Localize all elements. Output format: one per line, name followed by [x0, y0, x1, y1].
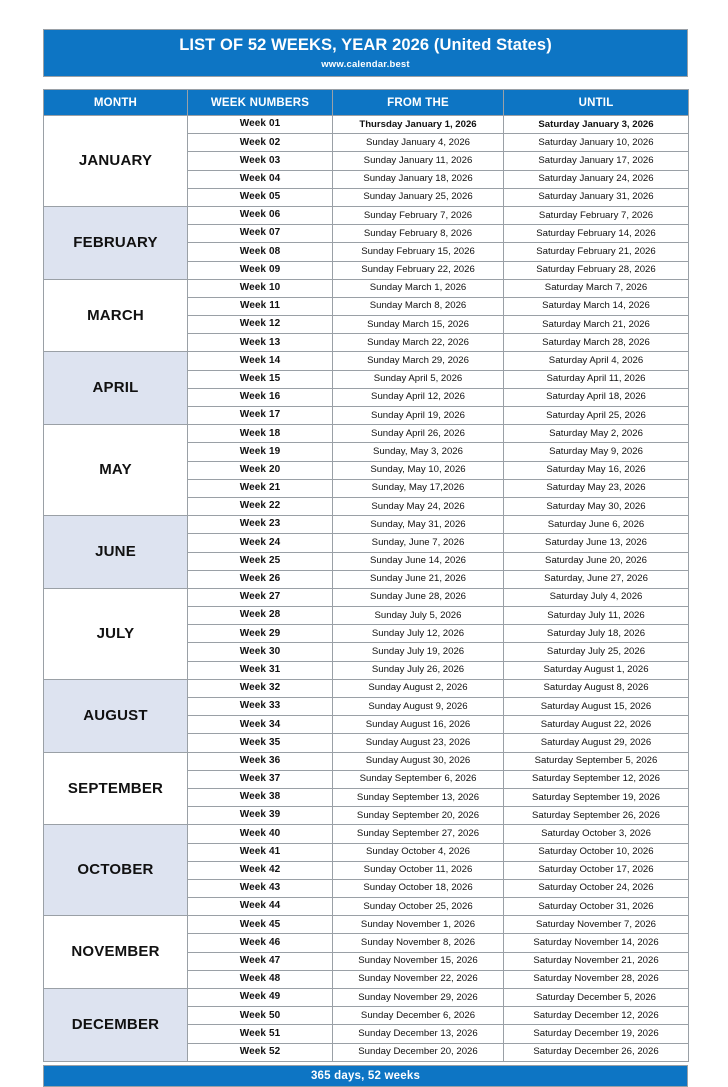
week-end-date-cell: Saturday August 22, 2026: [504, 716, 689, 734]
week-number-cell: Week 39: [188, 807, 333, 825]
week-end-date-cell: Saturday June 20, 2026: [504, 552, 689, 570]
week-number-cell: Week 44: [188, 898, 333, 916]
week-end-date-cell: Saturday April 25, 2026: [504, 407, 689, 425]
week-end-date-cell: Saturday November 28, 2026: [504, 970, 689, 988]
week-end-date-cell: Saturday April 11, 2026: [504, 370, 689, 388]
table-row: [44, 752, 689, 770]
week-number-cell: Week 16: [188, 388, 333, 406]
week-end-date-cell: Saturday January 17, 2026: [504, 152, 689, 170]
week-end-date-cell: Saturday March 28, 2026: [504, 334, 689, 352]
week-end-date-cell: Saturday August 15, 2026: [504, 698, 689, 716]
weeks-table: [43, 89, 689, 1062]
week-start-date-cell: Sunday August 2, 2026: [333, 679, 504, 697]
week-end-date-cell: Saturday August 29, 2026: [504, 734, 689, 752]
table-row: [44, 206, 689, 224]
week-end-date-cell: Saturday March 7, 2026: [504, 279, 689, 297]
week-end-date-cell: Saturday, June 27, 2026: [504, 570, 689, 588]
week-number-cell: Week 21: [188, 479, 333, 497]
table-body: [44, 116, 689, 1062]
week-number-cell: Week 18: [188, 425, 333, 443]
week-start-date-cell: Sunday October 11, 2026: [333, 861, 504, 879]
week-start-date-cell: Sunday June 28, 2026: [333, 588, 504, 606]
table-row: [44, 516, 689, 534]
month-name-cell: FEBRUARY: [44, 206, 188, 279]
week-start-date-cell: Sunday, May 31, 2026: [333, 516, 504, 534]
week-start-date-cell: Sunday June 21, 2026: [333, 570, 504, 588]
month-name-cell: MAY: [44, 425, 188, 516]
table-row: [44, 825, 689, 843]
week-start-date-cell: Sunday October 4, 2026: [333, 843, 504, 861]
week-end-date-cell: Saturday September 5, 2026: [504, 752, 689, 770]
week-end-date-cell: Saturday May 9, 2026: [504, 443, 689, 461]
table-row: [44, 916, 689, 934]
week-number-cell: Week 33: [188, 698, 333, 716]
week-start-date-cell: Sunday March 29, 2026: [333, 352, 504, 370]
week-start-date-cell: Sunday July 19, 2026: [333, 643, 504, 661]
week-number-cell: Week 47: [188, 952, 333, 970]
week-start-date-cell: Sunday November 8, 2026: [333, 934, 504, 952]
week-end-date-cell: Saturday October 31, 2026: [504, 898, 689, 916]
week-start-date-cell: Sunday January 11, 2026: [333, 152, 504, 170]
week-number-cell: Week 25: [188, 552, 333, 570]
week-number-cell: Week 15: [188, 370, 333, 388]
week-start-date-cell: Sunday January 4, 2026: [333, 134, 504, 152]
week-number-cell: Week 42: [188, 861, 333, 879]
week-start-date-cell: Sunday December 20, 2026: [333, 1043, 504, 1061]
week-start-date-cell: Sunday October 25, 2026: [333, 898, 504, 916]
table-row: [44, 588, 689, 606]
week-number-cell: Week 49: [188, 989, 333, 1007]
week-start-date-cell: Sunday February 22, 2026: [333, 261, 504, 279]
column-header-from-the: FROM THE: [333, 90, 504, 116]
week-number-cell: Week 03: [188, 152, 333, 170]
month-name-cell: OCTOBER: [44, 825, 188, 916]
table-row: [44, 679, 689, 697]
week-end-date-cell: Saturday July 18, 2026: [504, 625, 689, 643]
week-start-date-cell: Thursday January 1, 2026: [333, 116, 504, 134]
week-number-cell: Week 30: [188, 643, 333, 661]
week-start-date-cell: Sunday March 8, 2026: [333, 297, 504, 315]
month-name-cell: JUNE: [44, 516, 188, 589]
table-row: [44, 116, 689, 134]
week-number-cell: Week 08: [188, 243, 333, 261]
week-number-cell: Week 32: [188, 679, 333, 697]
week-end-date-cell: Saturday December 26, 2026: [504, 1043, 689, 1061]
banner-spacer: [43, 77, 688, 89]
week-start-date-cell: Sunday November 22, 2026: [333, 970, 504, 988]
week-number-cell: Week 17: [188, 407, 333, 425]
week-end-date-cell: Saturday November 7, 2026: [504, 916, 689, 934]
week-start-date-cell: Sunday August 16, 2026: [333, 716, 504, 734]
week-end-date-cell: Saturday June 13, 2026: [504, 534, 689, 552]
table-header: [44, 90, 689, 116]
week-end-date-cell: Saturday June 6, 2026: [504, 516, 689, 534]
week-number-cell: Week 12: [188, 316, 333, 334]
week-number-cell: Week 04: [188, 170, 333, 188]
week-start-date-cell: Sunday September 13, 2026: [333, 788, 504, 806]
column-header-until: UNTIL: [504, 90, 689, 116]
week-number-cell: Week 02: [188, 134, 333, 152]
week-start-date-cell: Sunday September 20, 2026: [333, 807, 504, 825]
week-end-date-cell: Saturday November 21, 2026: [504, 952, 689, 970]
week-end-date-cell: Saturday October 3, 2026: [504, 825, 689, 843]
week-end-date-cell: Saturday April 18, 2026: [504, 388, 689, 406]
week-number-cell: Week 20: [188, 461, 333, 479]
week-start-date-cell: Sunday March 1, 2026: [333, 279, 504, 297]
week-end-date-cell: Saturday September 12, 2026: [504, 770, 689, 788]
week-number-cell: Week 11: [188, 297, 333, 315]
week-end-date-cell: Saturday July 25, 2026: [504, 643, 689, 661]
week-end-date-cell: Saturday July 4, 2026: [504, 588, 689, 606]
week-number-cell: Week 45: [188, 916, 333, 934]
week-start-date-cell: Sunday August 9, 2026: [333, 698, 504, 716]
title-banner: [43, 29, 688, 77]
week-start-date-cell: Sunday, May 10, 2026: [333, 461, 504, 479]
table-row: [44, 279, 689, 297]
week-number-cell: Week 52: [188, 1043, 333, 1061]
week-number-cell: Week 24: [188, 534, 333, 552]
week-end-date-cell: Saturday March 21, 2026: [504, 316, 689, 334]
week-number-cell: Week 48: [188, 970, 333, 988]
week-end-date-cell: Saturday December 12, 2026: [504, 1007, 689, 1025]
week-start-date-cell: Sunday December 13, 2026: [333, 1025, 504, 1043]
week-number-cell: Week 46: [188, 934, 333, 952]
week-end-date-cell: Saturday February 28, 2026: [504, 261, 689, 279]
week-end-date-cell: Saturday August 1, 2026: [504, 661, 689, 679]
month-name-cell: APRIL: [44, 352, 188, 425]
week-end-date-cell: Saturday July 11, 2026: [504, 607, 689, 625]
page-title: LIST OF 52 WEEKS, YEAR 2026 (United States): [179, 36, 552, 55]
column-header-month: MONTH: [44, 90, 188, 116]
week-start-date-cell: Sunday January 18, 2026: [333, 170, 504, 188]
week-end-date-cell: Saturday September 19, 2026: [504, 788, 689, 806]
week-start-date-cell: Sunday March 22, 2026: [333, 334, 504, 352]
month-name-cell: JULY: [44, 588, 188, 679]
week-end-date-cell: Saturday May 30, 2026: [504, 497, 689, 515]
week-end-date-cell: Saturday February 7, 2026: [504, 206, 689, 224]
week-number-cell: Week 14: [188, 352, 333, 370]
week-end-date-cell: Saturday December 19, 2026: [504, 1025, 689, 1043]
week-start-date-cell: Sunday March 15, 2026: [333, 316, 504, 334]
week-start-date-cell: Sunday October 18, 2026: [333, 879, 504, 897]
week-number-cell: Week 36: [188, 752, 333, 770]
week-start-date-cell: Sunday August 23, 2026: [333, 734, 504, 752]
week-end-date-cell: Saturday October 24, 2026: [504, 879, 689, 897]
week-number-cell: Week 05: [188, 188, 333, 206]
week-start-date-cell: Sunday November 1, 2026: [333, 916, 504, 934]
week-number-cell: Week 27: [188, 588, 333, 606]
week-end-date-cell: Saturday December 5, 2026: [504, 989, 689, 1007]
table-row: [44, 352, 689, 370]
week-number-cell: Week 26: [188, 570, 333, 588]
month-name-cell: DECEMBER: [44, 989, 188, 1062]
week-start-date-cell: Sunday April 5, 2026: [333, 370, 504, 388]
footer-banner: [43, 1065, 688, 1087]
week-number-cell: Week 31: [188, 661, 333, 679]
week-start-date-cell: Sunday February 8, 2026: [333, 225, 504, 243]
week-number-cell: Week 09: [188, 261, 333, 279]
week-start-date-cell: Sunday November 15, 2026: [333, 952, 504, 970]
week-end-date-cell: Saturday January 24, 2026: [504, 170, 689, 188]
week-end-date-cell: Saturday February 21, 2026: [504, 243, 689, 261]
week-start-date-cell: Sunday April 19, 2026: [333, 407, 504, 425]
week-start-date-cell: Sunday August 30, 2026: [333, 752, 504, 770]
week-start-date-cell: Sunday July 12, 2026: [333, 625, 504, 643]
week-number-cell: Week 01: [188, 116, 333, 134]
week-start-date-cell: Sunday April 26, 2026: [333, 425, 504, 443]
week-number-cell: Week 35: [188, 734, 333, 752]
table-header-row: [44, 90, 689, 116]
week-start-date-cell: Sunday February 7, 2026: [333, 206, 504, 224]
week-end-date-cell: Saturday May 23, 2026: [504, 479, 689, 497]
week-start-date-cell: Sunday July 26, 2026: [333, 661, 504, 679]
week-end-date-cell: Saturday January 31, 2026: [504, 188, 689, 206]
week-start-date-cell: Sunday June 14, 2026: [333, 552, 504, 570]
table-row: [44, 425, 689, 443]
week-number-cell: Week 34: [188, 716, 333, 734]
week-end-date-cell: Saturday May 16, 2026: [504, 461, 689, 479]
week-number-cell: Week 38: [188, 788, 333, 806]
week-start-date-cell: Sunday May 24, 2026: [333, 497, 504, 515]
month-name-cell: MARCH: [44, 279, 188, 352]
week-end-date-cell: Saturday October 10, 2026: [504, 843, 689, 861]
week-end-date-cell: Saturday September 26, 2026: [504, 807, 689, 825]
month-name-cell: AUGUST: [44, 679, 188, 752]
month-name-cell: JANUARY: [44, 116, 188, 207]
week-end-date-cell: Saturday October 17, 2026: [504, 861, 689, 879]
week-number-cell: Week 10: [188, 279, 333, 297]
week-start-date-cell: Sunday November 29, 2026: [333, 989, 504, 1007]
week-end-date-cell: Saturday November 14, 2026: [504, 934, 689, 952]
week-number-cell: Week 37: [188, 770, 333, 788]
source-website-label: www.calendar.best: [321, 58, 410, 70]
week-start-date-cell: Sunday February 15, 2026: [333, 243, 504, 261]
table-row: [44, 989, 689, 1007]
week-number-cell: Week 06: [188, 206, 333, 224]
week-end-date-cell: Saturday February 14, 2026: [504, 225, 689, 243]
week-start-date-cell: Sunday, May 3, 2026: [333, 443, 504, 461]
week-start-date-cell: Sunday September 6, 2026: [333, 770, 504, 788]
week-number-cell: Week 19: [188, 443, 333, 461]
week-number-cell: Week 13: [188, 334, 333, 352]
week-start-date-cell: Sunday, May 17,2026: [333, 479, 504, 497]
month-name-cell: SEPTEMBER: [44, 752, 188, 825]
week-number-cell: Week 50: [188, 1007, 333, 1025]
week-start-date-cell: Sunday January 25, 2026: [333, 188, 504, 206]
week-number-cell: Week 22: [188, 497, 333, 515]
footer-summary-label: 365 days, 52 weeks: [310, 1069, 421, 1082]
week-number-cell: Week 28: [188, 607, 333, 625]
week-number-cell: Week 40: [188, 825, 333, 843]
month-name-cell: NOVEMBER: [44, 916, 188, 989]
week-number-cell: Week 43: [188, 879, 333, 897]
week-number-cell: Week 41: [188, 843, 333, 861]
week-end-date-cell: Saturday March 14, 2026: [504, 297, 689, 315]
week-end-date-cell: Saturday May 2, 2026: [504, 425, 689, 443]
week-number-cell: Week 51: [188, 1025, 333, 1043]
week-end-date-cell: Saturday January 10, 2026: [504, 134, 689, 152]
week-start-date-cell: Sunday, June 7, 2026: [333, 534, 504, 552]
week-end-date-cell: Saturday August 8, 2026: [504, 679, 689, 697]
week-end-date-cell: Saturday January 3, 2026: [504, 116, 689, 134]
column-header-week-numbers: WEEK NUMBERS: [188, 90, 333, 116]
week-start-date-cell: Sunday April 12, 2026: [333, 388, 504, 406]
week-end-date-cell: Saturday April 4, 2026: [504, 352, 689, 370]
week-number-cell: Week 07: [188, 225, 333, 243]
week-number-cell: Week 29: [188, 625, 333, 643]
week-start-date-cell: Sunday December 6, 2026: [333, 1007, 504, 1025]
week-number-cell: Week 23: [188, 516, 333, 534]
week-start-date-cell: Sunday July 5, 2026: [333, 607, 504, 625]
week-start-date-cell: Sunday September 27, 2026: [333, 825, 504, 843]
